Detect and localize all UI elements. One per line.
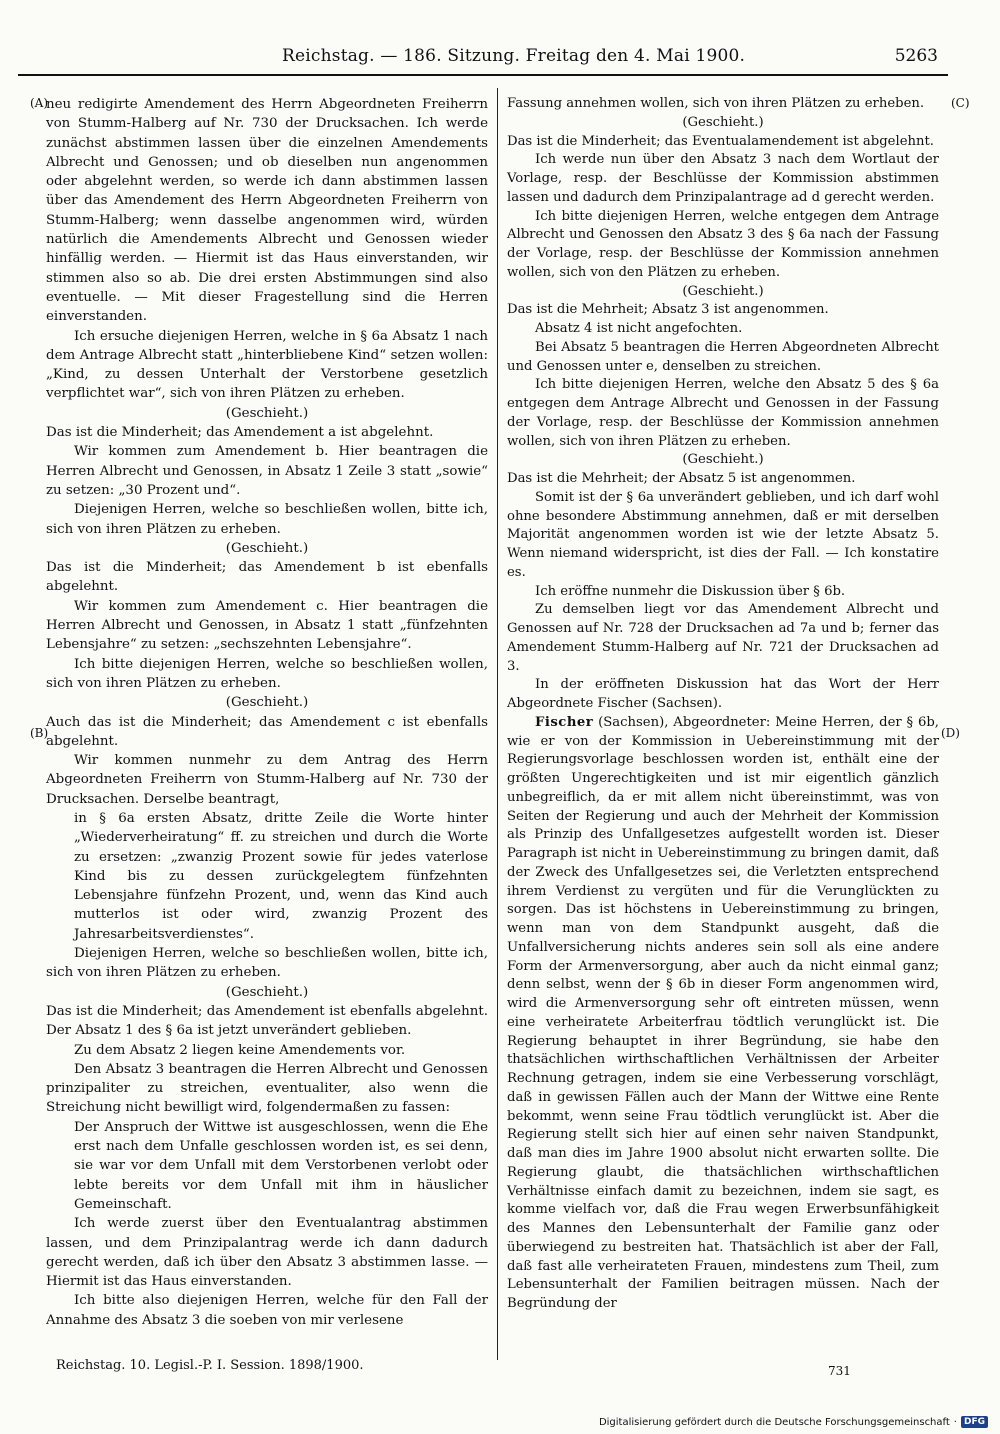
paragraph: Ich ersuche diejenigen Herren, welche in § 6a Absatz 1 nach dem Antrage Albrecht statt „hinterbliebene Kind“ setzen wollen: „Kind, zu dessen Unterhalt der Verstorbene gesetzlich verpflichtet war“, sich von ihren Plätzen zu erheben. <box>46 328 488 402</box>
footer-session: Reichstag. 10. Legisl.-P. I. Session. 1898/1900. <box>56 1358 364 1373</box>
margin-marker-a: (A) <box>30 96 49 110</box>
speaker-name: Fischer <box>535 714 594 730</box>
paragraph: Ich bitte diejenigen Herren, welche so beschließen wollen, sich von ihren Plätzen zu erheben. <box>46 656 488 691</box>
digitization-credit: Digitalisierung gefördert durch die Deutsche Forschungsgemeinschaft · DFG <box>599 1416 988 1428</box>
credit-text: Digitalisierung gefördert durch die Deutsche Forschungsgemeinschaft <box>598 1416 950 1428</box>
paragraph: Auch das ist die Minderheit; das Amendement c ist ebenfalls abgelehnt. <box>46 714 488 749</box>
paragraph: Bei Absatz 5 beantragen die Herren Abgeordneten Albrecht und Genossen unter e, denselben zu streichen. <box>507 339 939 374</box>
paragraph: Zu demselben liegt vor das Amendement Albrecht und Genossen auf Nr. 728 der Drucksachen ad 7a und b; ferner das Amendement Stumm-Halberg auf Nr. 721 der Drucksachen ad 3. <box>507 602 939 674</box>
paragraph: Fassung annehmen wollen, sich von ihren Plätzen zu erheben. <box>507 96 925 111</box>
paragraph: Ich bitte diejenigen Herren, welche entgegen dem Antrage Albrecht und Genossen den Absatz 3 des § 6a nach der Fassung der Vorlage, resp. der Beschlüsse der Kommission annehmen wollen, sich von den Plätzen zu erheben. <box>507 208 939 280</box>
speech-text: (Sachsen), Abgeordneter: Meine Herren, der § 6b, wie er von der Kommission in Uebereinstimmung mit der Regierungsvorlage beschlossen worden ist, enthält eine der größten Ungerechtigkeiten und ist mir eigentlich gänzlich unbegreiflich, da er mit allem nicht übereinstimmt, was von Seiten der Regierung und auch der Mehrheit der Kommission als Prinzip des Unfallgesetzes aufgestellt worden ist. Dieser Paragraph ist nicht in Uebereinstimmung zu bringen damit, daß der Zweck des Unfallgesetzes sei, die Verletzten entsprechend ihrem Verdienst zu vergüten und für die Verunglückten zu sorgen. Das ist höchstens in Uebereinstimmung zu bringen, wenn man von dem Standpunkt ausgeht, daß die Unfallversicherung nichts anderes sein soll als eine andere Form der Armenversorgung, aber auch da nicht einmal ganz; denn selbst, wenn der § 6b in dieser Form angenommen wird, wird die Armenversorgung sehr oft eintreten müssen, wenn eine verheiratete Arbeiterfrau tödtlich verunglückt ist. Die Regierung behauptet in ihrer Begründung, sie habe den thatsächlichen wirthschaftlichen Verhältnissen der Arbeiter Rechnung getragen, indem sie eine Verbesserung vorschlägt, daß in gewissen Fällen auch der Mann der Wittwe eine Rente bekommt, wenn seine Frau tödtlich verunglückt ist. Aber die Regierung stellt sich hier auf einen sehr naiven Standpunkt, daß man dies im Jahre 1900 absolut nicht erwarten sollte. Die Regierung glaubt, die thatsächlichen wirthschaftlichen Verhältnisse einfach damit zu bezeichnen, indem sie sagt, es komme vielfach vor, daß die Frau wegen Erwerbsunfähigkeit des Mannes den Lebensunterhalt der Familie ganz oder überwiegend zu bestreiten hat. Thatsächlich ist aber der Fall, daß fast alle verheirateten Frauen, mindestens zum Theil, zum Lebensunterhalt der Familien beitragen müssen. Nach der Begründung der <box>507 714 939 1311</box>
paragraph: Ich bitte diejenigen Herren, welche den Absatz 5 des § 6a entgegen dem Antrage Albrecht und Genossen in der Fassung der Vorlage, resp. der Beschlüsse der Kommission annehmen wollen, sich von ihren Plätzen zu erheben. <box>507 377 939 449</box>
paragraph: Das ist die Minderheit; das Amendement a ist abgelehnt. <box>46 425 434 441</box>
paragraph: Diejenigen Herren, welche so beschließen wollen, bitte ich, sich von ihren Plätzen zu erheben. <box>46 946 488 981</box>
paragraph: Wir kommen nunmehr zu dem Antrag des Herrn Abgeordneten Freiherrn von Stumm-Halberg auf Nr. 730 der Drucksachen. Derselbe beantragt, <box>46 753 488 807</box>
paragraph: Ich werde zuerst über den Eventualantrag abstimmen lassen, und dem Prinzipalantrag werde ich dann dadurch gerecht werden, daß ich über den Absatz 3 abstimmen lasse. — Hiermit ist das Haus einverstanden. <box>46 1216 488 1290</box>
stage-direction: (Geschieht.) <box>225 405 309 421</box>
column-divider <box>497 88 498 1360</box>
stage-direction: (Geschieht.) <box>225 695 309 711</box>
page-header <box>0 44 1000 72</box>
paragraph: Der Anspruch der Wittwe ist ausgeschlossen, wenn die Ehe erst nach dem Unfalle geschlossen worden ist, es sei denn, sie war vor dem Unfall mit dem Verstorbenen verlobt oder lebte bereits vor dem Unfall mit ihm in häuslicher Gemeinschaft. <box>74 1119 488 1212</box>
footer-sheet-number: 731 <box>828 1364 851 1378</box>
paragraph: Das ist die Mehrheit; der Absatz 5 ist angenommen. <box>507 471 856 486</box>
margin-marker-b: (B) <box>30 726 49 740</box>
page-number: 5263 <box>894 46 938 66</box>
paragraph: Das ist die Minderheit; das Amendement ist ebenfalls abgelehnt. Der Absatz 1 des § 6a ist jetzt unverändert geblieben. <box>46 1003 488 1039</box>
paragraph: Zu dem Absatz 2 liegen keine Amendements vor. <box>74 1042 406 1058</box>
stage-direction: (Geschieht.) <box>682 114 764 130</box>
paragraph: Den Absatz 3 beantragen die Herren Albrecht und Genossen prinzipaliter zu streichen, eventualiter, also wenn die Streichung nicht bewilligt wird, folgendermaßen zu fassen: <box>46 1061 488 1116</box>
paragraph: In der eröffneten Diskussion hat das Wort der Herr Abgeordnete Fischer (Sachsen). <box>507 677 939 711</box>
paragraph: Diejenigen Herren, welche so beschließen wollen, bitte ich, sich von ihren Plätzen zu erheben. <box>46 502 488 537</box>
header-title: Reichstag. — 186. Sitzung. Freitag den 4. Mai 1900. <box>282 46 746 66</box>
stage-direction: (Geschieht.) <box>682 452 764 468</box>
dfg-logo-icon: DFG <box>961 1416 988 1428</box>
paragraph: Ich bitte also diejenigen Herren, welche für den Fall der Annahme des Absatz 3 die soeben von mir verlesene <box>46 1293 488 1328</box>
paragraph: Wir kommen zum Amendement b. Hier beantragen die Herren Albrecht und Genossen, in Absatz 1 Zeile 3 statt „sowie“ zu setzen: „30 Prozent und“. <box>46 444 488 498</box>
stage-direction: (Geschieht.) <box>225 540 309 556</box>
paragraph: in § 6a ersten Absatz, dritte Zeile die Worte hinter „Wiederverheiratung“ ff. zu streichen und durch die Worte zu ersetzen: „zwanzig Prozent sowie für jedes vaterlose Kind bis zu dessen zurückgelegtem fünfzehnten Lebensjahre fünfzehn Prozent, und, wenn das Kind auch mutterlos ist oder wird, zwanzig Prozent des Jahresarbeitsverdienstes“. <box>74 810 488 942</box>
stage-direction: (Geschieht.) <box>682 283 764 299</box>
paragraph: Wir kommen zum Amendement c. Hier beantragen die Herren Albrecht und Genossen, in Absatz 1 statt „fünfzehnten Lebensjahre“ zu setzen: „sechszehnten Lebensjahre“. <box>46 598 488 653</box>
right-column <box>507 95 939 1314</box>
header-rule <box>18 74 948 76</box>
paragraph: neu redigirte Amendement des Herrn Abgeordneten Freiherrn von Stumm-Halberg auf Nr. 730 der Drucksachen. Ich werde zunächst abstimmen lassen über die einzelnen Amendements Albrecht und Genossen; und ob dieselben nun angenommen oder abgelehnt werden, so werde ich dann abstimmen lassen über das Amendement des Herrn Abgeordneten Freiherrn von Stumm-Halberg; wenn dasselbe angenommen wird, würden natürlich die Amendements Albrecht und Genossen wieder hinfällig werden. — Hiermit ist das Haus einverstanden, wir stimmen also so ab. Die drei ersten Abstimmungen sind also eventuelle. — Mit dieser Fragestellung sind die Herren einverstanden. <box>46 97 488 325</box>
margin-marker-c: (C) <box>951 96 970 110</box>
paragraph: Das ist die Minderheit; das Amendement b ist ebenfalls abgelehnt. <box>46 560 488 595</box>
paragraph: Absatz 4 ist nicht angefochten. <box>535 321 743 336</box>
paragraph: Das ist die Minderheit; das Eventualamendement ist abgelehnt. <box>507 133 934 149</box>
margin-marker-d: (D) <box>941 726 960 740</box>
paragraph: Ich eröffne nunmehr die Diskussion über § 6b. <box>535 583 846 599</box>
paragraph: Ich werde nun über den Absatz 3 nach dem Wortlaut der Vorlage, resp. der Beschlüsse der Kommission abstimmen lassen und dadurch dem Prinzipalantrage ad d gerecht werden. <box>507 152 939 205</box>
left-column <box>46 95 488 1330</box>
paragraph: Somit ist der § 6a unverändert geblieben, und ich darf wohl ohne besondere Abstimmung annehmen, daß er mit derselben Majorität angenommen worden ist wie der letzte Absatz 5. Wenn niemand widerspricht, ist dies der Fall. — Ich konstatire es. <box>507 489 939 580</box>
paragraph: Das ist die Mehrheit; Absatz 3 ist angenommen. <box>507 302 829 318</box>
stage-direction: (Geschieht.) <box>225 984 309 1000</box>
speech-paragraph <box>507 714 939 1314</box>
